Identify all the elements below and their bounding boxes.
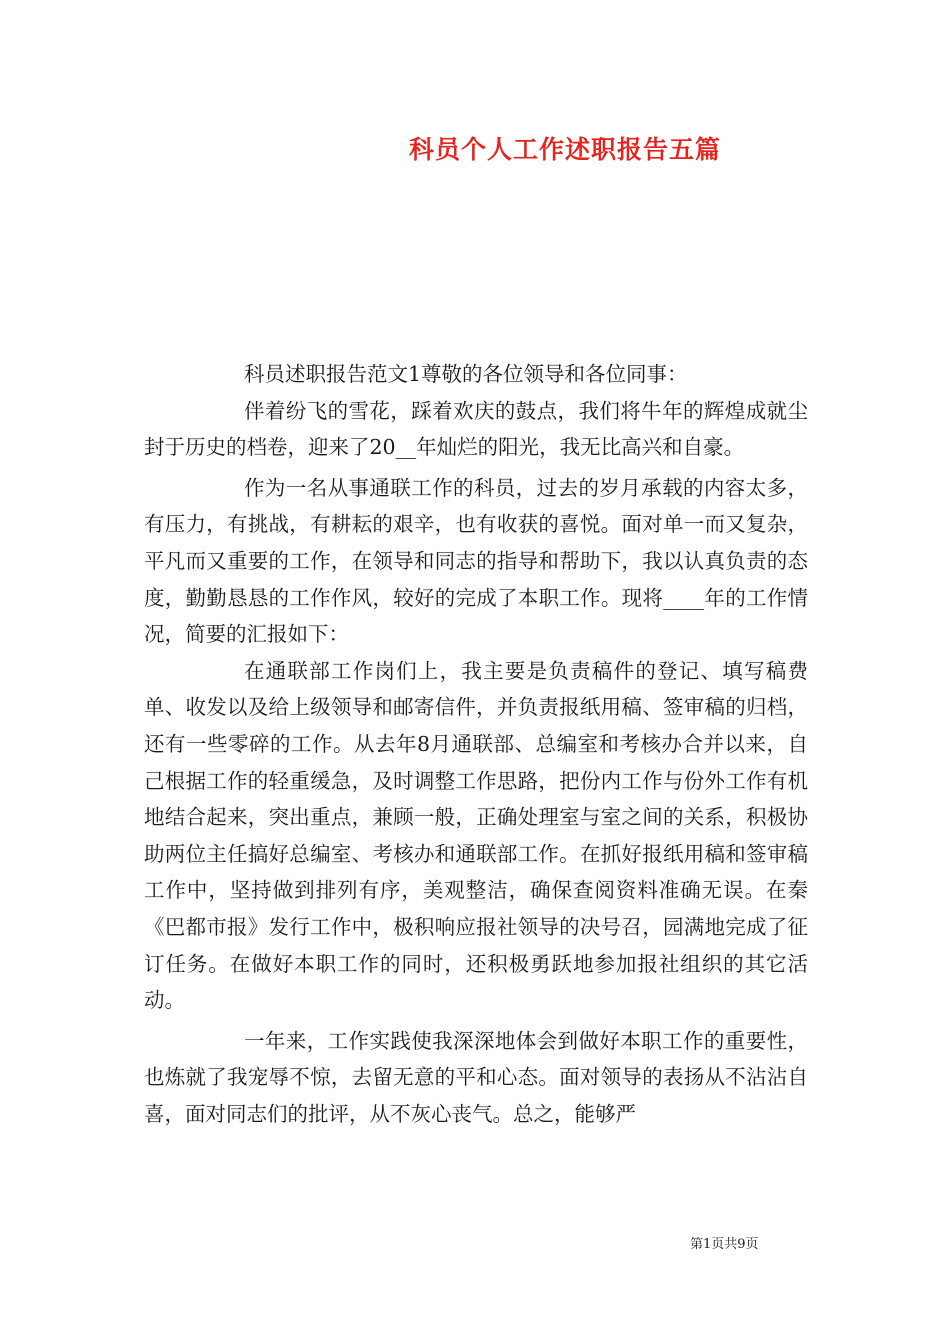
document-title: 科员个人工作述职报告五篇 [408,135,721,164]
paragraph-duties: 在通联部工作岗们上，我主要是负责稿件的登记、填写稿费单、收发以及给上级领导和邮寄信件，并负责报纸用稿、签审稿的归档，还有一些零碎的工作。从去年8月通联部、总编室和考核办合并以来，自己根据工作的轻重缓急，及时调整工作思路，把份内工作与份外工作有机地结合起来，突出重点，兼顾一般，正确处理室与室之间的关系，积极协助两位主任搞好总编室、考核办和通联部工作。在抓好报纸用稿和签审稿工作中，坚持做到排列有序，美观整洁，确保查阅资料准确无误。在秦《巴都市报》发行工作中，极积响应报社领导的决号召，园满地完成了征订任务。在做好本职工作的同时，还积极勇跃地参加报社组织的其它活动。 [144,658,808,1013]
paragraph-role-summary: 作为一名从事通联工作的科员，过去的岁月承载的内容太多，有压力，有挑战，有耕耘的艰辛，也有收获的喜悦。面对单一而又复杂，平凡而又重要的工作，在领导和同志的指导和帮助下，我以认真负责的态度，勤勤恳恳的工作作风，较好的完成了本职工作。现将____年的工作情况，简要的汇报如下： [144,475,808,647]
paragraph-salutation: 科员述职报告范文1尊敬的各位领导和各位同事： [244,362,688,386]
paragraph-opening: 伴着纷飞的雪花，踩着欢庆的鼓点，我们将牛年的辉煌成就尘封于历史的档卷，迎来了20__年灿烂的阳光，我无比高兴和自豪。 [144,398,808,460]
paragraph-reflection: 一年来，工作实践使我深深地体会到做好本职工作的重要性，也炼就了我宠辱不惊，去留无意的平和心态。面对领导的表扬从不沾沾自喜，面对同志们的批评，从不灰心丧气。总之，能够严 [144,1028,808,1126]
page-number: 第1页共9页 [690,1237,759,1252]
document-body [144,356,808,1132]
